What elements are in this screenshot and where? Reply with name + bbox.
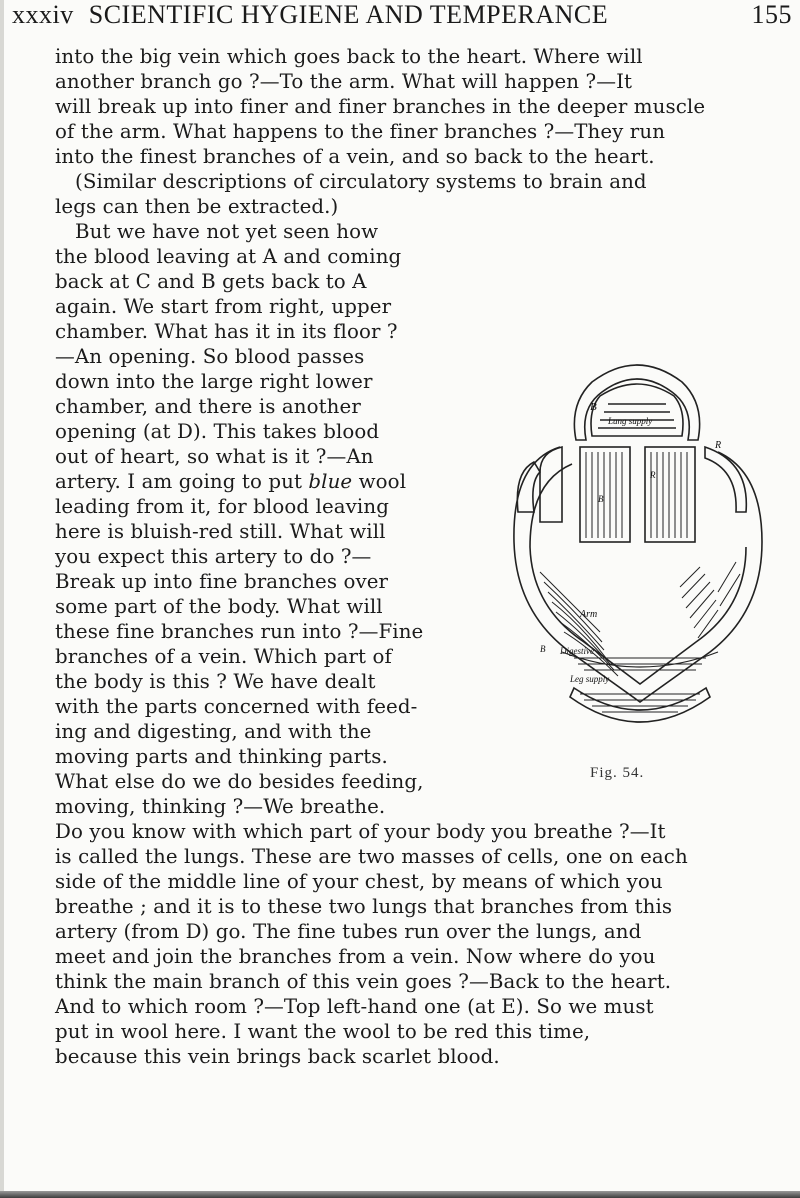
- text-line: —An opening. So blood passes: [55, 345, 365, 368]
- bottom-rule: [0, 1191, 800, 1198]
- text-line: artery (from D) go. The fine tubes run over the lungs, and: [55, 920, 642, 943]
- chapter-number: xxxiv: [12, 0, 74, 29]
- label-r-inner: R: [650, 470, 656, 480]
- text-line: another branch go ?—To the arm. What will happen ?—It: [55, 70, 633, 93]
- text-line: But we have not yet seen how: [75, 220, 379, 243]
- label-lung-supply: Lung supply: [608, 416, 653, 426]
- label-b-digestive: B: [540, 644, 546, 654]
- text-line: into the big vein which goes back to the heart. Where will: [55, 45, 643, 68]
- text-line: side of the middle line of your chest, by means of which you: [55, 870, 663, 893]
- text-line: again. We start from right, upper: [55, 295, 392, 318]
- label-r-right: R: [715, 440, 722, 451]
- label-digestive: Digestive: [560, 646, 594, 656]
- text-line: artery. I am going to put blue wool: [55, 470, 407, 493]
- text-line: some part of the body. What will: [55, 595, 383, 618]
- text-line: And to which room ?—Top left-hand one (at E). So we must: [55, 995, 654, 1018]
- text-line: of the arm. What happens to the finer branches ?—They run: [55, 120, 666, 143]
- text-line: think the main branch of this vein goes ?—Back to the heart.: [55, 970, 672, 993]
- text-line: put in wool here. I want the wool to be red this time,: [55, 1020, 591, 1043]
- text-line: legs can then be extracted.): [55, 195, 339, 218]
- label-leg: Leg supply: [570, 674, 610, 684]
- page-edge-shadow: [0, 0, 4, 1198]
- text-line: branches of a vein. Which part of: [55, 645, 392, 668]
- text-line: Break up into fine branches over: [55, 570, 389, 593]
- figure-caption: Fig. 54.: [590, 765, 645, 781]
- text-line: into the finest branches of a vein, and so back to the heart.: [55, 145, 655, 168]
- text-line: back at C and B gets back to A: [55, 270, 367, 293]
- emphasis-blue: blue: [308, 470, 353, 493]
- label-b-top: B: [590, 401, 597, 413]
- text-line: with the parts concerned with feed-: [55, 695, 418, 718]
- label-arm: Arm: [580, 609, 598, 620]
- text-line: chamber, and there is another: [55, 395, 361, 418]
- text-line: breathe ; and it is to these two lungs that branches from this: [55, 895, 673, 918]
- running-head: [12, 0, 792, 30]
- text-line: is called the lungs. These are two masses of cells, one on each: [55, 845, 688, 868]
- text-line: meet and join the branches from a vein. Now where do you: [55, 945, 656, 968]
- text-line: out of heart, so what is it ?—An: [55, 445, 374, 468]
- text-line: because this vein brings back scarlet blood.: [55, 1045, 500, 1068]
- text-line: will break up into finer and finer branches in the deeper muscle: [55, 95, 706, 118]
- leg-supply-loop: [570, 688, 710, 722]
- text-line: What else do we do besides feeding,: [55, 770, 424, 793]
- text-line: down into the large right lower: [55, 370, 373, 393]
- text-line: chamber. What has it in its floor ?: [55, 320, 398, 343]
- left-vessel: [540, 447, 562, 522]
- text-line: moving, thinking ?—We breathe.: [55, 795, 386, 818]
- text-line: ing and digesting, and with the: [55, 720, 372, 743]
- text-line: the blood leaving at A and coming: [55, 245, 402, 268]
- text-line: these fine branches run into ?—Fine: [55, 620, 424, 643]
- text-line: moving parts and thinking parts.: [55, 745, 388, 768]
- text-line: here is bluish-red still. What will: [55, 520, 386, 543]
- text-line: (Similar descriptions of circulatory systems to brain and: [75, 170, 647, 193]
- label-b-inner: B: [598, 494, 604, 504]
- text-line: leading from it, for blood leaving: [55, 495, 389, 518]
- text-line: you expect this artery to do ?—: [55, 545, 372, 568]
- text-line: the body is this ? We have dealt: [55, 670, 376, 693]
- circulation-diagram: [500, 352, 775, 762]
- text-line: Do you know with which part of your body you breathe ?—It: [55, 820, 666, 843]
- page-number: 155: [751, 0, 792, 29]
- book-title: SCIENTIFIC HYGIENE AND TEMPERANCE: [88, 0, 609, 29]
- text-line: opening (at D). This takes blood: [55, 420, 380, 443]
